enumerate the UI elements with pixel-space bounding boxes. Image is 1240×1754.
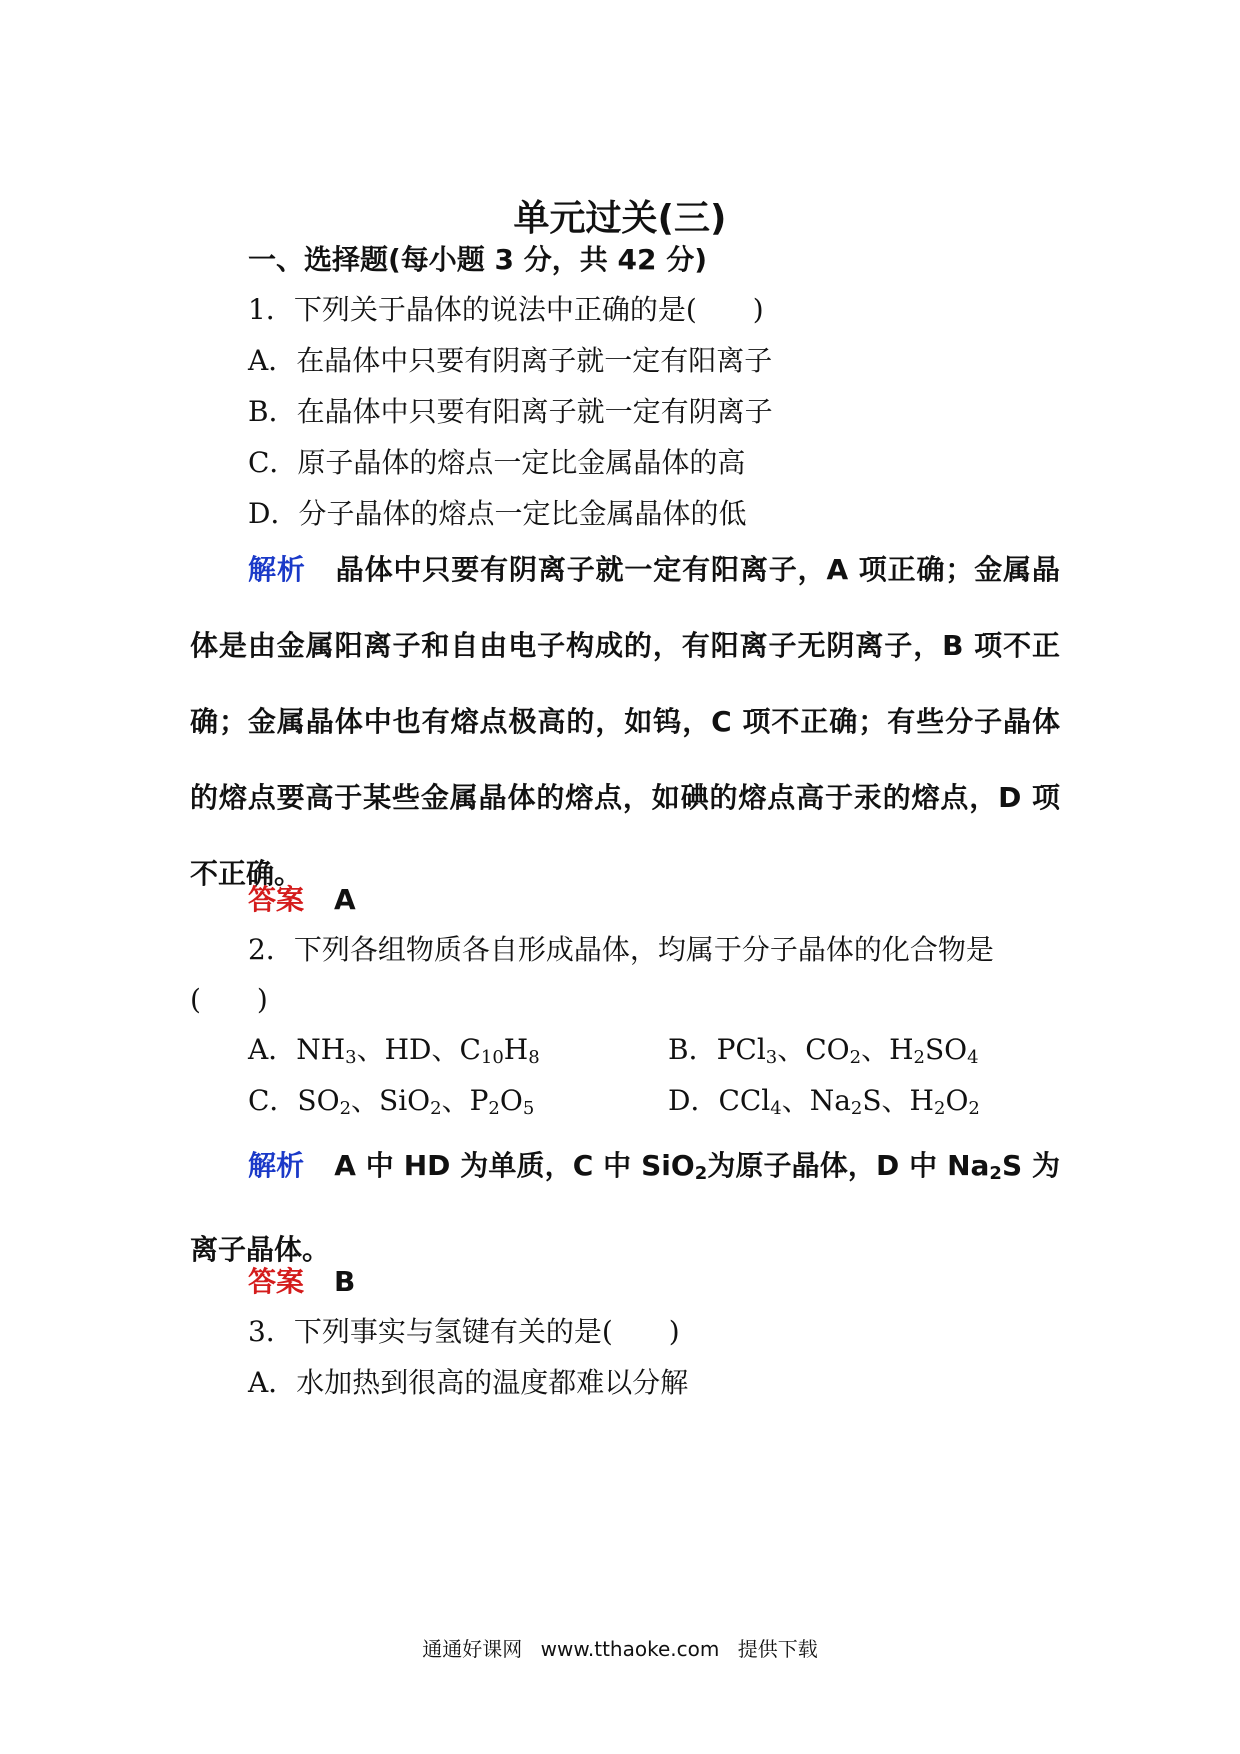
question-2-option-b: B．PCl$_3$、$CO_2$、$H_2SO_4$ — [668, 1033, 979, 1068]
footer-url-link[interactable]: www.tthaoke.com — [540, 1637, 720, 1661]
question-2-stem: 2．下列各组物质各自形成晶体，均属于分子晶体的化合物是 — [248, 933, 994, 966]
page-footer — [0, 1633, 1240, 1662]
page-title: 单元过关(三) — [513, 198, 727, 239]
question-2-analysis: 解析 A 中 HD 为单质，C 中 SiO$_2$为原子晶体，D 中 $Na_2S$ 为离子晶体。 — [190, 1149, 1060, 1266]
analysis-label: 解析 — [248, 553, 306, 586]
question-2-stem-bracket: ( ) — [190, 983, 268, 1016]
analysis-label: 解析 — [248, 1149, 305, 1182]
question-2-option-d: D．CCl$_4$、$Na_2S$、$H_2O_2$ — [668, 1084, 980, 1119]
question-1-option-b: B．在晶体中只要有阳离子就一定有阴离子 — [248, 395, 773, 428]
answer-value: B — [334, 1265, 356, 1298]
question-1-analysis — [190, 532, 1060, 912]
footer-suffix: 提供下载 — [737, 1637, 818, 1661]
analysis-text: 晶体中只要有阴离子就一定有阳离子，A 项正确；金属晶体是由金属阳离子和自由电子构成的，有阳离子无阴离子，B 项不正确；金属晶体中也有熔点极高的，如钨，C 项不正确；有些分子晶体的熔点要高于某些金属晶体的熔点，如碘的熔点高于汞的熔点，D 项不正确。 — [190, 553, 1060, 890]
question-3-option-a: A．水加热到很高的温度都难以分解 — [248, 1366, 689, 1399]
question-2-option-c: C．$SO_2$、SiO$_2$、$P_2O_5$ — [248, 1084, 535, 1119]
answer-label: 答案 — [248, 883, 305, 916]
question-2-answer — [248, 1262, 355, 1302]
question-1-option-a: A．在晶体中只要有阴离子就一定有阳离子 — [248, 344, 773, 377]
question-1-answer — [248, 880, 356, 920]
footer-site-name: 通通好课网 — [422, 1637, 523, 1661]
question-3-stem: 3．下列事实与氢键有关的是( ) — [248, 1315, 680, 1348]
question-2-option-a: A．$NH_3$、HD、$C_{10}H_8$ — [248, 1033, 540, 1068]
question-1-option-d: D．分子晶体的熔点一定比金属晶体的低 — [248, 497, 747, 530]
section-heading: 一、选择题(每小题 3 分，共 42 分) — [248, 243, 708, 276]
answer-value: A — [334, 883, 356, 916]
question-1-option-c: C．原子晶体的熔点一定比金属晶体的高 — [248, 446, 746, 479]
answer-label: 答案 — [248, 1265, 305, 1298]
question-1-stem: 1．下列关于晶体的说法中正确的是( ) — [248, 293, 764, 326]
